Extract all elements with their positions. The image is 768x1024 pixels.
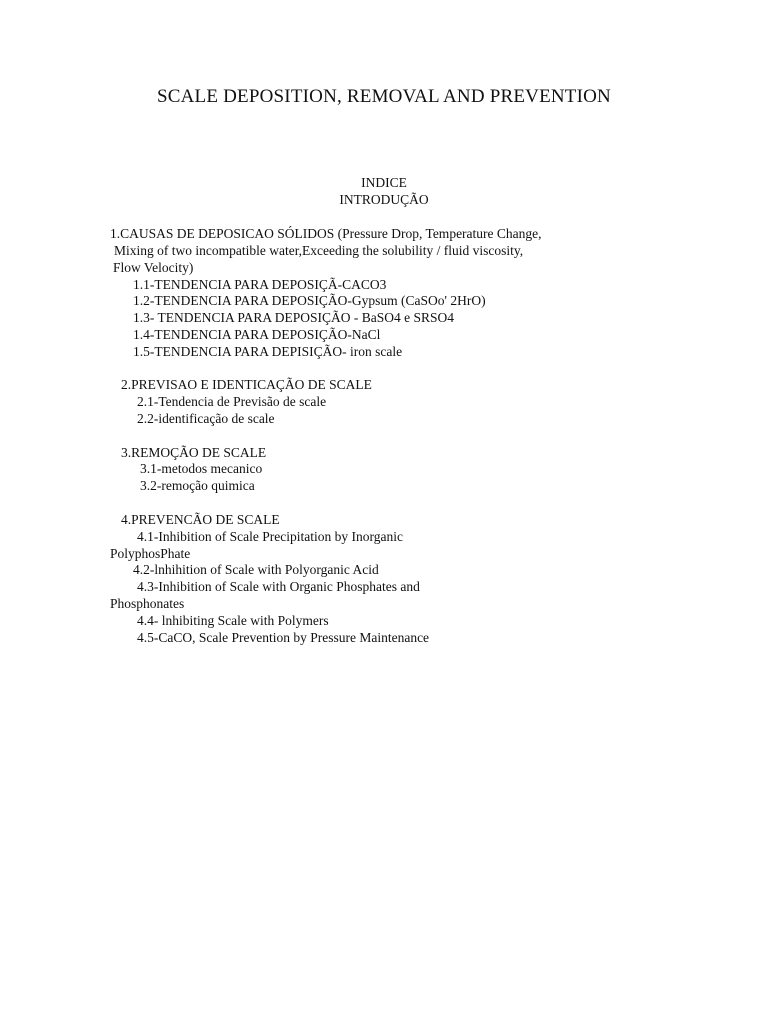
section1-heading-line2: Mixing of two incompatible water,Exceeding the solubility / fluid viscosity, (114, 243, 524, 258)
toc-item-2-2: 2.2-identificação de scale (137, 411, 275, 426)
section4-heading: 4.PREVENCÃO DE SCALE (121, 512, 280, 527)
toc-item-4-3: 4.3-Inhibition of Scale with Organic Phosphates and (137, 579, 420, 594)
toc-item-2-1: 2.1-Tendencia de Previsão de scale (137, 394, 327, 409)
toc-item-4-5: 4.5-CaCO, Scale Prevention by Pressure Maintenance (137, 630, 430, 645)
toc-item-3-2: 3.2-remoção quimica (140, 478, 255, 493)
toc-item-1-3: 1.3- TENDENCIA PARA DEPOSIÇÃO - BaSO4 e SRSO4 (133, 310, 455, 325)
toc-item-4-4: 4.4- lnhibiting Scale with Polymers (137, 613, 329, 628)
document-title: SCALE DEPOSITION, REMOVAL AND PREVENTION (157, 86, 611, 107)
toc-item-4-1-continued: PolyphosPhate (110, 546, 191, 561)
intro-heading: INTRODUÇÃO (339, 192, 429, 207)
section2-heading: 2.PREVISAO E IDENTICAÇÃO DE SCALE (121, 377, 372, 392)
toc-item-4-1: 4.1-Inhibition of Scale Precipitation by Inorganic (137, 529, 403, 544)
section3-heading: 3.REMOÇÃO DE SCALE (121, 445, 267, 460)
toc-item-1-2: 1.2-TENDENCIA PARA DEPOSIÇÃO-Gypsum (CaSOo' 2HrO) (133, 293, 486, 308)
toc-item-4-3-continued: Phosphonates (110, 596, 185, 611)
toc-item-1-4: 1.4-TENDENCIA PARA DEPOSIÇÃO-NaCl (133, 327, 381, 342)
toc-item-4-2: 4.2-lnhihition of Scale with Polyorganic Acid (133, 562, 379, 577)
section1-heading-line3: Flow Velocity) (113, 260, 194, 275)
toc-item-1-5: 1.5-TENDENCIA PARA DEPISIÇÃO- iron scale (133, 344, 403, 359)
index-heading: INDICE (361, 175, 407, 190)
section1-heading-line1: 1.CAUSAS DE DEPOSICAO SÓLIDOS (Pressure Drop, Temperature Change, (110, 226, 542, 241)
toc-item-1-1: 1.1-TENDENCIA PARA DEPOSIÇÃ-CACO3 (133, 277, 387, 292)
toc-item-3-1: 3.1-metodos mecanico (140, 461, 263, 476)
